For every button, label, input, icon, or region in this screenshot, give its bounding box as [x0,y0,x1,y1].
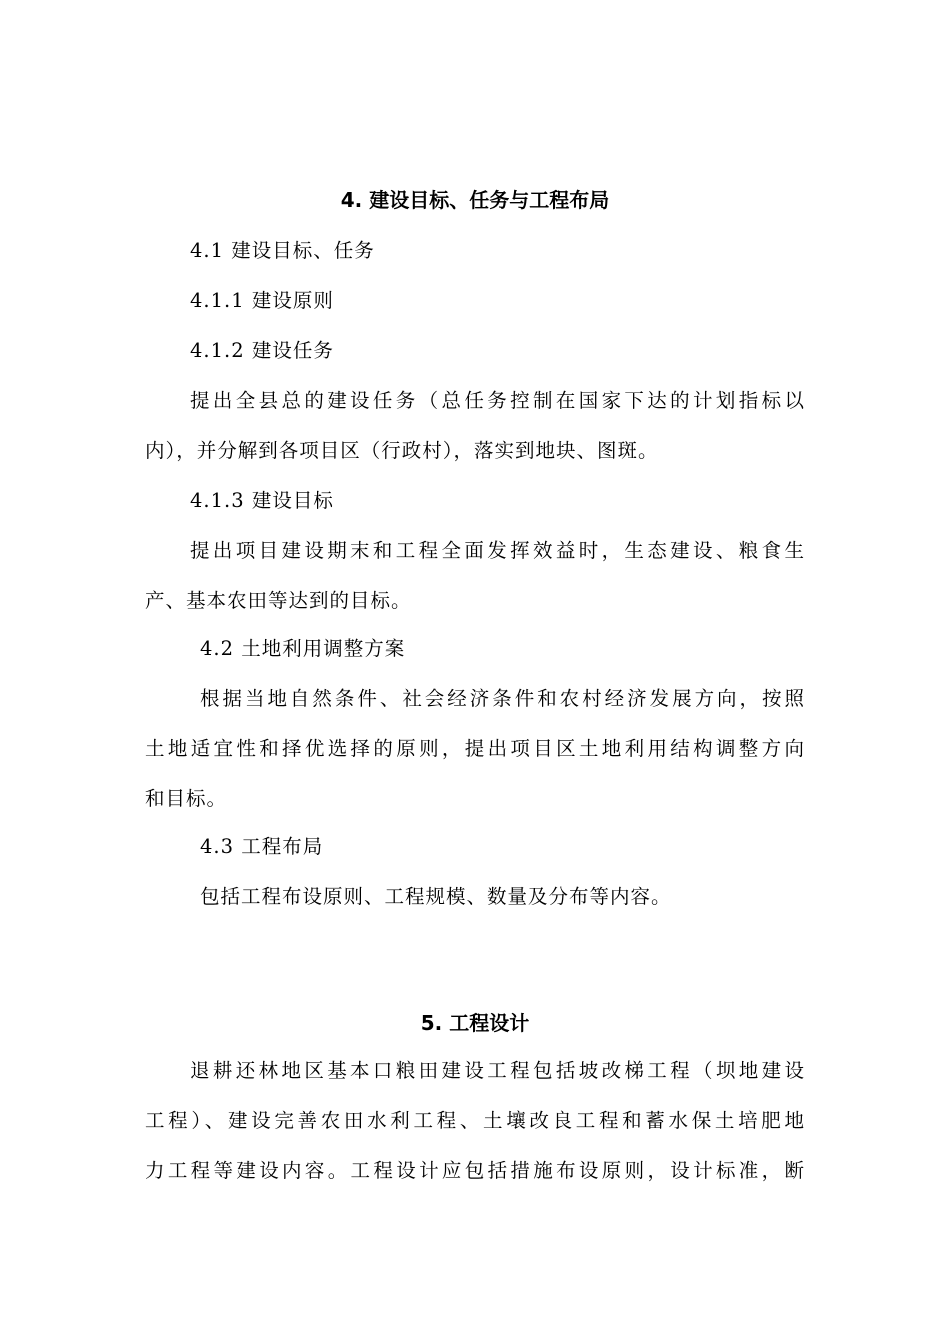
subheading-4-1-3: 4.1.3 建设目标 [190,489,334,512]
paragraph-4-2-line-2: 土地适宜性和择优选择的原则，提出项目区土地利用结构调整方向 [145,737,805,760]
subheading-4-1-2: 4.1.2 建设任务 [190,339,334,362]
paragraph-5-line-2: 工程）、建设完善农田水利工程、土壤改良工程和蓄水保土培肥地 [145,1109,805,1132]
paragraph-4-1-2-line-1: 提出全县总的建设任务（总任务控制在国家下达的计划指标以 [190,389,805,412]
subheading-4-3: 4.3 工程布局 [200,835,324,858]
paragraph-4-1-3-line-1: 提出项目建设期末和工程全面发挥效益时，生态建设、粮食生 [190,539,805,562]
paragraph-4-2-line-3: 和目标。 [145,787,228,810]
paragraph-5-line-3: 力工程等建设内容。工程设计应包括措施布设原则，设计标准，断 [145,1159,805,1182]
paragraph-4-3-line-1: 包括工程布设原则、工程规模、数量及分布等内容。 [200,885,672,908]
paragraph-5-line-1: 退耕还林地区基本口粮田建设工程包括坡改梯工程（坝地建设 [190,1059,805,1082]
subheading-4-1-1: 4.1.1 建设原则 [190,289,334,312]
subheading-4-1: 4.1 建设目标、任务 [190,239,375,262]
paragraph-4-1-2-line-2: 内），并分解到各项目区（行政村），落实到地块、图斑。 [145,439,659,462]
section-5-title: 5. 工程设计 [420,1011,530,1035]
paragraph-4-1-3-line-2: 产、基本农田等达到的目标。 [145,589,412,612]
section-4-title: 4. 建设目标、任务与工程布局 [340,188,610,212]
subheading-4-2: 4.2 土地利用调整方案 [200,637,406,660]
paragraph-4-2-line-1: 根据当地自然条件、社会经济条件和农村经济发展方向，按照 [200,687,805,710]
